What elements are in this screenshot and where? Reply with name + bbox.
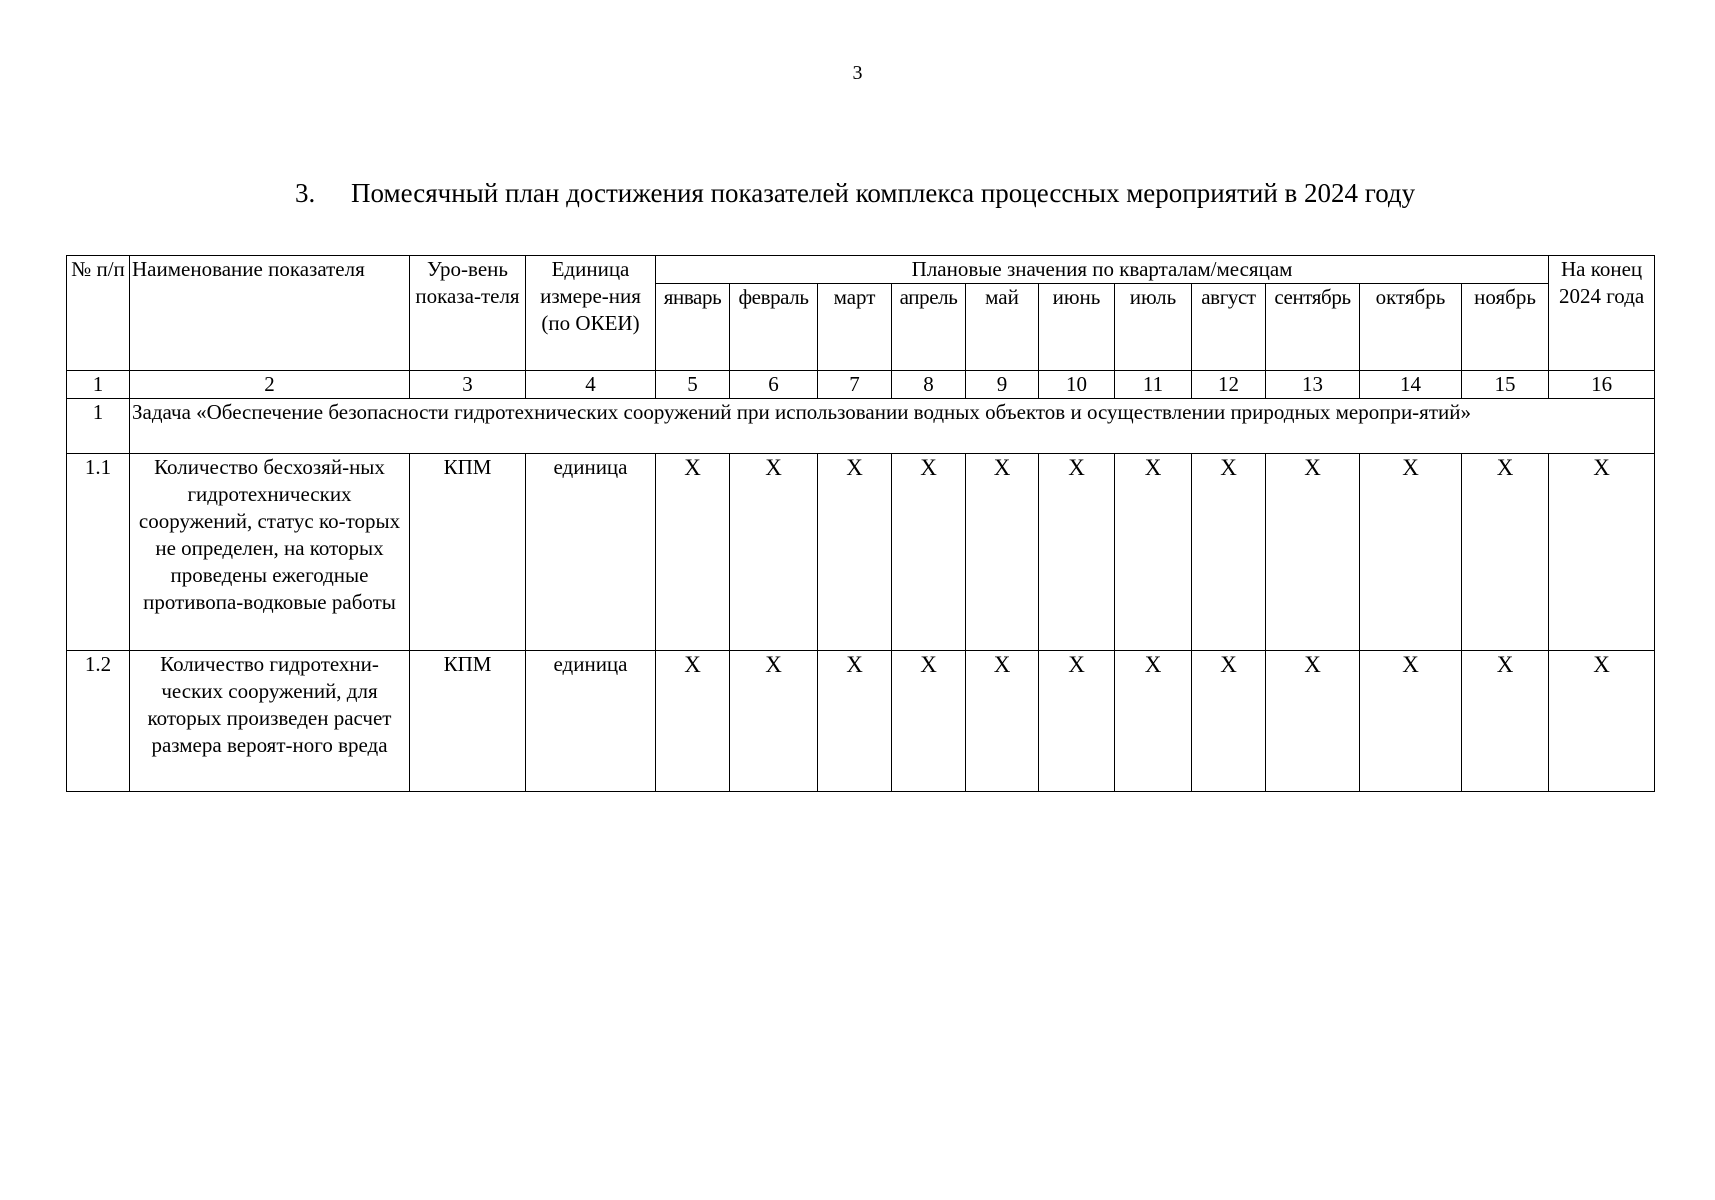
plan-value: X (966, 651, 1039, 792)
header-month: октябрь (1360, 284, 1462, 371)
row-number: 1.2 (67, 651, 130, 792)
column-number: 8 (892, 371, 966, 399)
plan-value: X (892, 454, 966, 651)
task-number: 1 (67, 399, 130, 454)
header-month: май (966, 284, 1039, 371)
column-number: 5 (656, 371, 730, 399)
header-month: июль (1115, 284, 1192, 371)
plan-value: X (1462, 651, 1549, 792)
header-row (67, 256, 1655, 284)
page-number: 3 (852, 62, 863, 84)
header-month: сентябрь (1266, 284, 1360, 371)
indicator-unit: единица (526, 454, 656, 651)
header-unit: Единица измере-ния (по ОКЕИ) (526, 256, 656, 371)
header-level: Уро-вень показа-теля (410, 256, 526, 371)
plan-value: X (1115, 651, 1192, 792)
plan-value: X (818, 454, 892, 651)
column-number: 12 (1192, 371, 1266, 399)
plan-value: X (1192, 651, 1266, 792)
section-title (295, 178, 1415, 209)
header-month: февраль (730, 284, 818, 371)
column-number: 7 (818, 371, 892, 399)
header-month: январь (656, 284, 730, 371)
header-num: № п/п (67, 256, 130, 371)
plan-value: X (1039, 651, 1115, 792)
column-number: 15 (1462, 371, 1549, 399)
plan-value: X (1115, 454, 1192, 651)
header-month: июнь (1039, 284, 1115, 371)
plan-value: X (1360, 651, 1462, 792)
plan-value: X (1462, 454, 1549, 651)
plan-value: X (1266, 651, 1360, 792)
plan-value: X (1039, 454, 1115, 651)
column-number: 4 (526, 371, 656, 399)
plan-value: X (818, 651, 892, 792)
section-number: 3. (295, 178, 316, 208)
header-month: ноябрь (1462, 284, 1549, 371)
task-text: Задача «Обеспечение безопасности гидротехнических сооружений при использовании водных объектов и осуществлении природных меропри-ятий» (130, 399, 1655, 454)
indicator-unit: единица (526, 651, 656, 792)
column-number: 10 (1039, 371, 1115, 399)
table-row (67, 651, 1655, 792)
table-row (67, 454, 1655, 651)
plan-value: X (730, 454, 818, 651)
column-number: 6 (730, 371, 818, 399)
plan-value: X (656, 651, 730, 792)
indicator-name: Количество бесхозяй-ных гидротехнических сооружений, статус ко-торых не определен, на которых проведены ежегодные противопа-водковые работы (130, 454, 410, 651)
column-number: 13 (1266, 371, 1360, 399)
header-month: март (818, 284, 892, 371)
plan-value: X (1360, 454, 1462, 651)
header-name: Наименование показателя (130, 256, 410, 371)
plan-value: X (1192, 454, 1266, 651)
header-planned-values: Плановые значения по кварталам/месяцам (656, 256, 1549, 284)
indicator-level: КПМ (410, 651, 526, 792)
header-month: апрель (892, 284, 966, 371)
plan-value: X (1266, 454, 1360, 651)
task-row (67, 399, 1655, 454)
section-title-text: Помесячный план достижения показателей комплекса процессных мероприятий в 2024 году (351, 178, 1416, 208)
column-number: 3 (410, 371, 526, 399)
column-number: 14 (1360, 371, 1462, 399)
column-numbers-row (67, 371, 1655, 399)
header-month: август (1192, 284, 1266, 371)
header-end-of-year: На конец 2024 года (1549, 256, 1655, 371)
plan-value: X (656, 454, 730, 651)
column-number: 1 (67, 371, 130, 399)
indicator-level: КПМ (410, 454, 526, 651)
plan-value: X (966, 454, 1039, 651)
column-number: 16 (1549, 371, 1655, 399)
column-number: 2 (130, 371, 410, 399)
column-number: 9 (966, 371, 1039, 399)
plan-value: X (1549, 651, 1655, 792)
column-number: 11 (1115, 371, 1192, 399)
row-number: 1.1 (67, 454, 130, 651)
indicator-name: Количество гидротехни-ческих сооружений, для которых произведен расчет размера вероят-ного вреда (130, 651, 410, 792)
plan-value: X (892, 651, 966, 792)
plan-value: X (730, 651, 818, 792)
monthly-plan-table (66, 255, 1655, 792)
plan-value: X (1549, 454, 1655, 651)
